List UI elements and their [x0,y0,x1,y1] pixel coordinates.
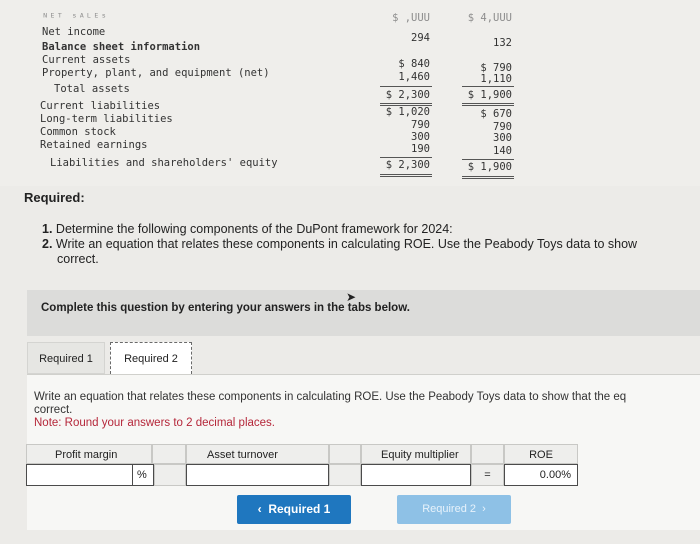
profit-margin-header: Profit margin [26,444,152,464]
next-tab-label: Required 2 [422,503,477,515]
previous-tab-label: Required 1 [268,502,331,516]
fin-value-2023: 1,110 [480,73,512,85]
required-item-continuation: correct. [57,252,99,266]
asset-turnover-header: Asset turnover [186,444,329,464]
asset-turnover-input[interactable] [186,464,329,486]
fin-label: Total assets [54,83,130,95]
fin-value-2024: 300 [411,131,430,143]
header-spacer [471,444,504,464]
fin-value-2024: $ 2,300 [385,89,430,101]
fin-value-2024: $ 840 [398,58,430,70]
instructions-banner [27,290,700,336]
multiply-operator [329,464,361,486]
rounding-note: Note: Round your answers to 2 decimal places. [34,417,275,429]
required-item-number: 2. [42,237,53,251]
fin-label: Long-term liabilities [40,113,173,125]
fin-value-2023: 132 [493,37,512,49]
fin-value-2023: 790 [493,121,512,133]
mouse-cursor-icon: ➤ [346,290,357,304]
fin-label: Retained earnings [40,139,148,151]
fin-label: Liabilities and shareholders' equity [50,157,278,169]
fin-value-2024: 790 [411,119,430,131]
fin-row [0,83,560,101]
required-item-number: 1. [42,222,53,236]
percent-sign: % [132,464,154,486]
fin-value-2024: $ 2,300 [385,159,430,171]
fin-label: Current assets [42,54,131,66]
fin-cropped-label: ᴺᴱᵀ ˢᴬᴸᴱˢ [42,12,108,24]
fin-row [0,139,560,157]
fin-double-underline [380,174,432,177]
required-item-text: Write an equation that relates these components in calculating ROE. Use the Peabody Toys data to show [55,237,638,251]
fin-value-2024: $ 1,020 [385,106,430,118]
instruction-text [34,391,700,430]
fin-label: Common stock [40,126,116,138]
required-list [42,222,700,267]
fin-value-2023: $ 670 [480,108,512,120]
profit-margin-input[interactable] [26,464,134,486]
equity-multiplier-input[interactable] [361,464,471,486]
tab-required-1[interactable]: Required 1 [27,342,105,374]
financial-statement [0,0,700,186]
tab-required-2[interactable]: Required 2 [110,342,192,374]
multiply-operator [154,464,186,486]
previous-tab-button[interactable] [237,495,351,524]
required-item [42,237,700,252]
fin-value-2024: 190 [411,143,430,155]
equals-sign: = [471,464,504,486]
required-heading: Required: [24,190,85,205]
header-spacer [152,444,186,464]
fin-value-2023: 300 [493,132,512,144]
fin-cropped-v2: $ 4,UUU [467,12,512,24]
next-tab-button[interactable] [397,495,511,524]
fin-value-2024: 294 [411,32,430,44]
fin-label: Property, plant, and equipment (net) [42,67,270,79]
fin-row [0,157,560,173]
fin-row-cropped [0,12,560,25]
roe-header: ROE [504,444,578,464]
chevron-right-icon: › [482,503,486,515]
header-spacer [329,444,361,464]
fin-row [0,126,560,144]
instruction-line: Write an equation that relates these components in calculating ROE. Use the Peabody Toys data to show that the eq [34,391,627,403]
required-item-text: Determine the following components of the DuPont framework for 2024: [55,222,453,236]
fin-label: Current liabilities [40,100,161,112]
required-item [42,222,700,237]
equity-multiplier-header: Equity multiplier [361,444,471,464]
fin-row [0,41,560,54]
roe-result: 0.00% [504,464,578,486]
fin-value-2023: $ 1,900 [467,89,512,101]
fin-value-2023: $ 1,900 [467,161,512,173]
fin-cropped-v1: $ ,UUU [392,12,430,24]
fin-double-underline [462,176,514,179]
fin-value-2023: 140 [493,145,512,157]
instruction-line: correct. [34,404,73,416]
chevron-left-icon: ‹ [257,502,262,516]
fin-value-2024: 1,460 [398,71,430,83]
fin-section-heading: Balance sheet information [42,41,201,53]
fin-row [0,67,560,85]
fin-label: Net income [42,26,106,38]
fin-value-2023: $ 790 [480,62,512,74]
roe-equation-table [26,444,578,489]
banner-text: Complete this question by entering your answers in the tabs below. [41,302,410,314]
